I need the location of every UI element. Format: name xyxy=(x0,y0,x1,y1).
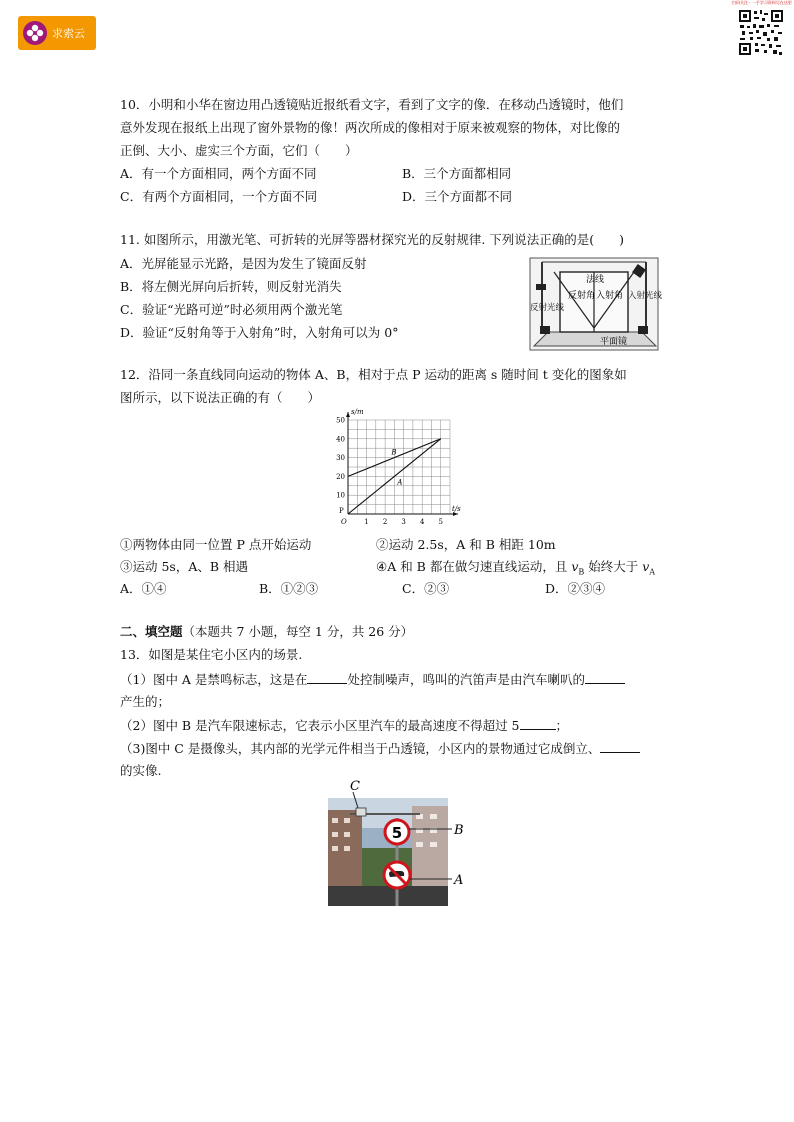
q13-blank-1[interactable] xyxy=(307,671,347,684)
q12-statement-4 xyxy=(376,559,655,581)
q13-part1-text-c: 产生的； xyxy=(120,694,171,709)
label-a: A xyxy=(454,873,464,888)
q13-blank-4[interactable] xyxy=(600,740,640,753)
qr-code-icon[interactable] xyxy=(738,8,784,56)
q10-stem-line2: 意外发现在报纸上出现了窗外景物的像！两次所成的像相对于原来被观察的物体，对比像的 xyxy=(120,120,621,135)
speed-limit-value: 5 xyxy=(391,824,403,842)
section2-title: 二、填空题 xyxy=(120,624,183,639)
reflect-angle-label: 反射角 xyxy=(568,291,596,301)
logo xyxy=(18,16,96,50)
q13-blank-2[interactable] xyxy=(585,671,625,684)
series-label-a: A xyxy=(397,478,403,487)
q12-statement-3: ③运动 5s，A、B 相遇 xyxy=(120,559,249,574)
q12-option-d: D．②③④ xyxy=(545,581,606,596)
q13-part2-line xyxy=(120,717,568,734)
y-axis-arrow xyxy=(346,412,350,417)
q12-option-c: C．②③ xyxy=(402,581,450,596)
reflected-ray-label: 反射光线 xyxy=(530,303,565,313)
q13-part3-line xyxy=(120,740,640,757)
q13-part2-text-b: ； xyxy=(555,718,569,733)
q13-part2-text-a: （2）图中 B 是汽车限速标志，它表示小区里汽车的最高速度不得超过 5 xyxy=(120,718,520,733)
section2-heading xyxy=(120,624,413,640)
x-tick-label: 2 xyxy=(382,518,388,526)
velocity-a-symbol: v xyxy=(642,559,650,574)
q10-option-a: A．有一个方面相同，两个方面不同 xyxy=(120,166,317,181)
logo-text: 求索云 xyxy=(52,27,85,40)
q12-statement-4-text: ④A 和 B 都在做匀速直线运动，且 xyxy=(376,559,572,574)
q10-option-b: B．三个方面都相同 xyxy=(402,166,512,181)
residential-scene-figure xyxy=(320,778,470,908)
q10-stem-line1: 10．小明和小华在窗边用凸透镜贴近报纸看文字，看到了文字的像．在移动凸透镜时，他们 xyxy=(120,97,624,112)
incident-ray-label: 入射光线 xyxy=(628,291,663,301)
q11-option-d: D．验证“反射角等于入射角”时，入射角可以为 0° xyxy=(120,325,399,340)
logo-icon xyxy=(22,20,48,46)
label-b: B xyxy=(454,823,464,838)
point-p-label: P xyxy=(339,507,344,515)
x-tick-label: 3 xyxy=(401,518,406,526)
y-tick-label: 50 xyxy=(336,416,345,425)
x-tick-label: 4 xyxy=(419,518,425,526)
x-axis-label: t/s xyxy=(452,505,461,513)
section2-note: （本题共 7 小题，每空 1 分，共 26 分） xyxy=(182,624,414,639)
y-tick-label: 40 xyxy=(336,435,345,444)
q10-stem-line3: 正倒、大小、虚实三个方面，它们（ ） xyxy=(120,143,358,158)
qr-caption: 扫码关注 · 一手学习资料尽在这里 xyxy=(732,0,792,5)
mirror-base xyxy=(534,332,656,346)
mirror-label: 平面镜 xyxy=(600,337,628,347)
q13-part1-line xyxy=(120,671,625,688)
velocity-a-subscript: A xyxy=(649,567,656,577)
q12-statement-4-mid: 始终大于 xyxy=(584,559,643,574)
velocity-b-symbol: v xyxy=(571,559,579,574)
y-tick-label: 30 xyxy=(336,454,345,463)
reflection-experiment-figure xyxy=(530,258,663,350)
q13-part1-text-a: （1）图中 A 是禁鸣标志，这是在 xyxy=(120,672,308,687)
label-c: C xyxy=(350,779,360,794)
q10-option-d: D．三个方面都不同 xyxy=(402,189,513,204)
q12-statement-2: ②运动 2.5s，A 和 B 相距 10m xyxy=(376,537,556,552)
incident-angle-label: 入射角 xyxy=(596,291,624,301)
x-tick-label: 1 xyxy=(364,518,369,526)
y-tick-label: 10 xyxy=(336,491,345,500)
s-t-chart xyxy=(328,408,464,528)
q12-statement-1: ①两物体由同一位置 P 点开始运动 xyxy=(120,537,312,552)
q13-stem: 13．如图是某住宅小区内的场景. xyxy=(120,647,303,662)
velocity-b-subscript: B xyxy=(578,567,585,577)
origin-label: O xyxy=(341,518,347,526)
q12-stem-line1: 12．沿同一条直线同向运动的物体 A、B，相对于点 P 运动的距离 s 随时间 t 变化的图象如 xyxy=(120,367,627,382)
q13-part3-text-a: （3)图中 C 是摄像头，其内部的光学元件相当于凸透镜，小区内的景物通过它成倒立、 xyxy=(120,741,601,756)
q12-option-a: A．①④ xyxy=(120,581,167,596)
q11-option-a: A．光屏能显示光路，是因为发生了镜面反射 xyxy=(120,256,367,271)
q13-part3-text-b: 的实像. xyxy=(120,763,162,778)
q10-option-c: C．有两个方面相同，一个方面不同 xyxy=(120,189,318,204)
x-tick-label: 5 xyxy=(438,518,443,526)
camera-icon xyxy=(356,808,366,816)
q11-stem: 11. 如图所示，用激光笔、可折转的光屏等器材探究光的反射规律. 下列说法正确的是( ) xyxy=(120,232,625,247)
normal-label: 法线 xyxy=(586,275,605,285)
q13-blank-3[interactable] xyxy=(520,717,556,730)
series-label-b: B xyxy=(391,448,397,457)
q13-part1-text-b: 处控制噪声，鸣叫的汽笛声是由汽车喇叭的 xyxy=(347,672,585,687)
y-axis-label: s/m xyxy=(351,408,364,416)
q11-option-b: B．将左侧光屏向后折转，则反射光消失 xyxy=(120,279,342,294)
q12-stem-line2: 图所示，以下说法正确的有（ ） xyxy=(120,390,321,405)
q11-option-c: C．验证“光路可逆”时必须用两个激光笔 xyxy=(120,302,343,317)
q12-option-b: B．①②③ xyxy=(259,581,319,596)
y-tick-label: 20 xyxy=(336,472,345,481)
